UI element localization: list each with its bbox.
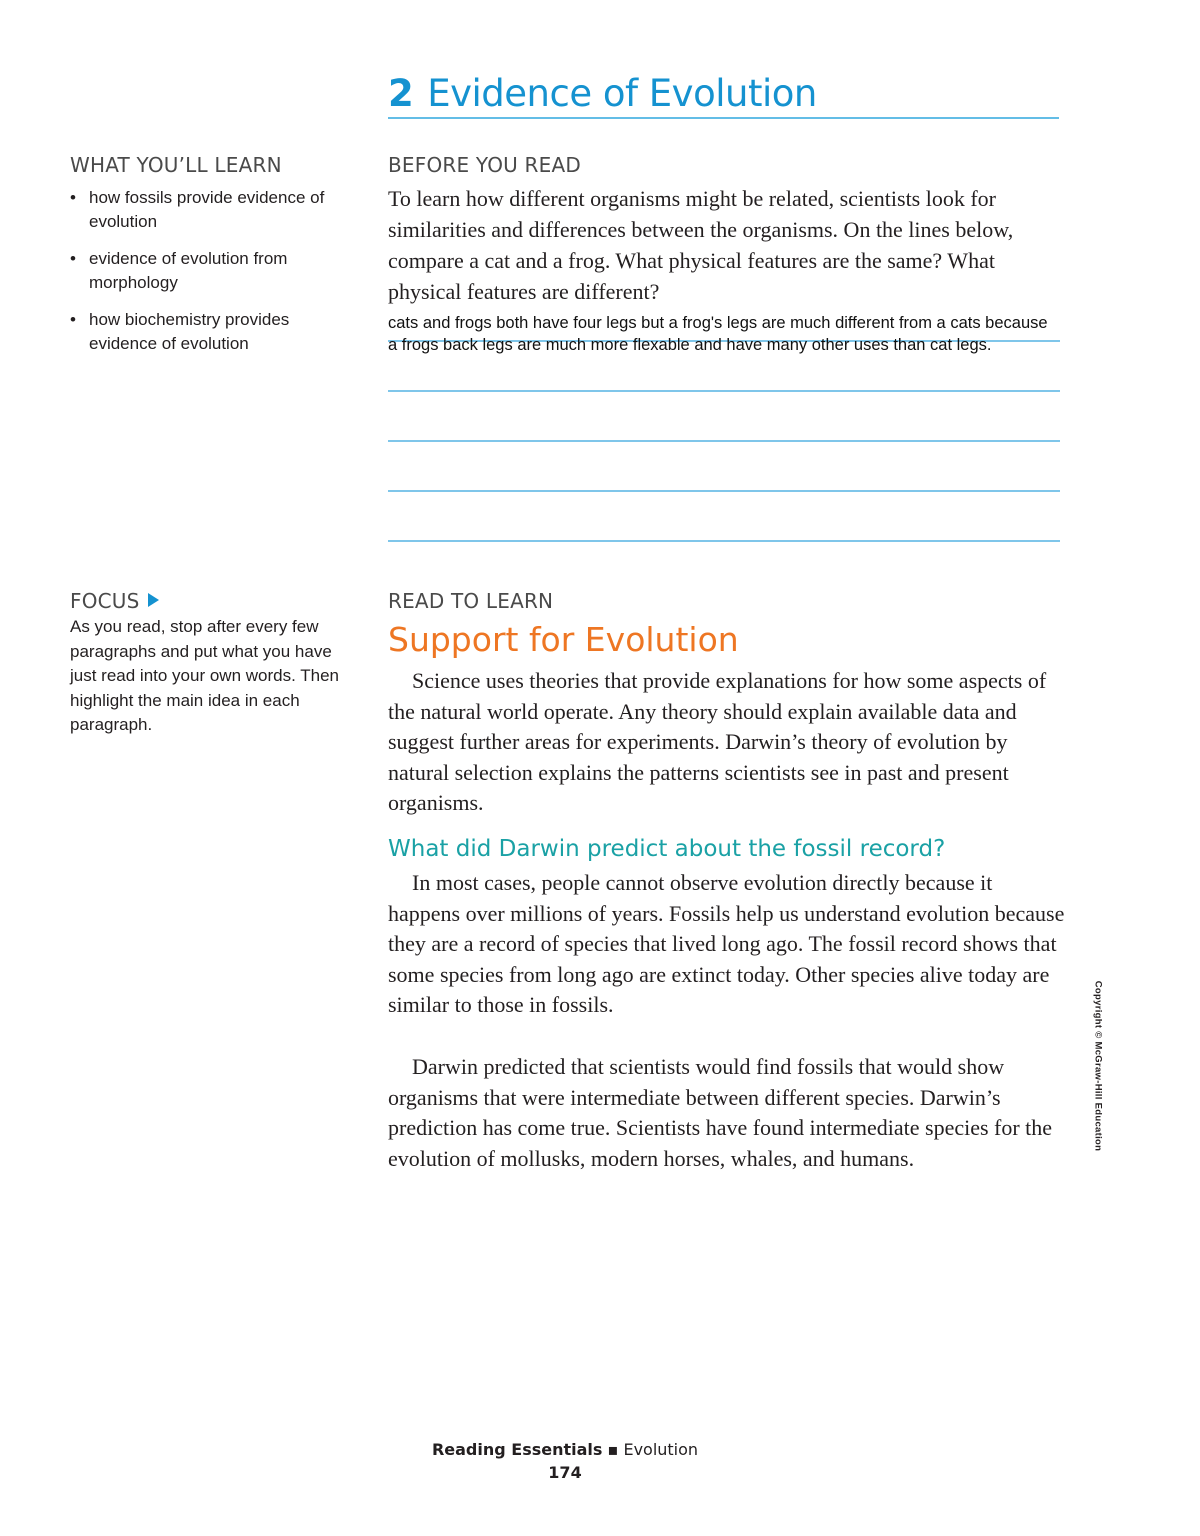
learn-item: • evidence of evolution from morphology [70,247,360,295]
section-number: 2 [388,72,414,115]
focus-text: As you read, stop after every few paragraphs and put what you have just read into your own words. Then highlight the main idea in each paragraph. [70,617,339,734]
learn-item: • how biochemistry provides evidence of evolution [70,308,360,356]
before-you-read-prompt: To learn how different organisms might be related, scientists look for similarities and differences between the organisms. On the lines below, compare a cat and a frog. What physical features are the same? What physical features are different? [388,186,1014,304]
question-heading: What did Darwin predict about the fossil record? [388,836,946,862]
support-title: Support for Evolution [388,620,739,659]
before-you-read-heading: BEFORE YOU READ [388,153,581,177]
what-youll-learn-heading: WHAT YOU’LL LEARN [70,153,282,177]
answer-line [388,490,1060,492]
copyright-notice: Copyright © McGraw-Hill Education [1092,980,1104,1152]
answer-line [388,540,1060,542]
section-title [388,72,817,115]
footer [0,1440,1130,1459]
play-arrow-icon [148,593,159,607]
footer-unit: Evolution [623,1440,699,1459]
footer-book: Reading Essentials [431,1440,603,1459]
section-title-text: Evidence of Evolution [427,72,817,115]
focus-heading-text: FOCUS [70,589,140,613]
learn-item: • how fossils provide evidence of evolution [70,186,360,234]
answer-line [388,440,1060,442]
answer-line [388,390,1060,392]
focus-heading [70,589,159,613]
answer-text[interactable]: cats and frogs both have four legs but a frog's legs are much different from a cats because a frogs back legs are much more flexable and have many other uses than cat legs. [388,314,1048,354]
body-paragraph: Darwin predicted that scientists would find fossils that would show organisms that were intermediate between different species. Darwin’s prediction has come true. Scientists have found intermediate species for the evolution of mollusks, modern horses, whales, and humans. [388,1054,1053,1171]
read-to-learn-heading: READ TO LEARN [388,589,554,613]
footer-separator: ▪ [607,1440,619,1459]
body-paragraph: In most cases, people cannot observe evolution directly because it happens over millions of years. Fossils help us understand evolution because they are a record of species that lived long ago. The fossil record shows that some species from long ago are extinct today. Other species alive today are similar to those in fossils. [388,870,1065,1017]
intro-paragraph: Science uses theories that provide explanations for how some aspects of the natural world operate. Any theory should explain available data and suggest further areas for experiments. Darwin’s theory of evolution by natural selection explains the patterns scientists see in past and present organisms. [388,668,1047,815]
learn-list [70,186,360,369]
title-rule [388,117,1059,119]
page-number: 174 [548,1463,582,1482]
